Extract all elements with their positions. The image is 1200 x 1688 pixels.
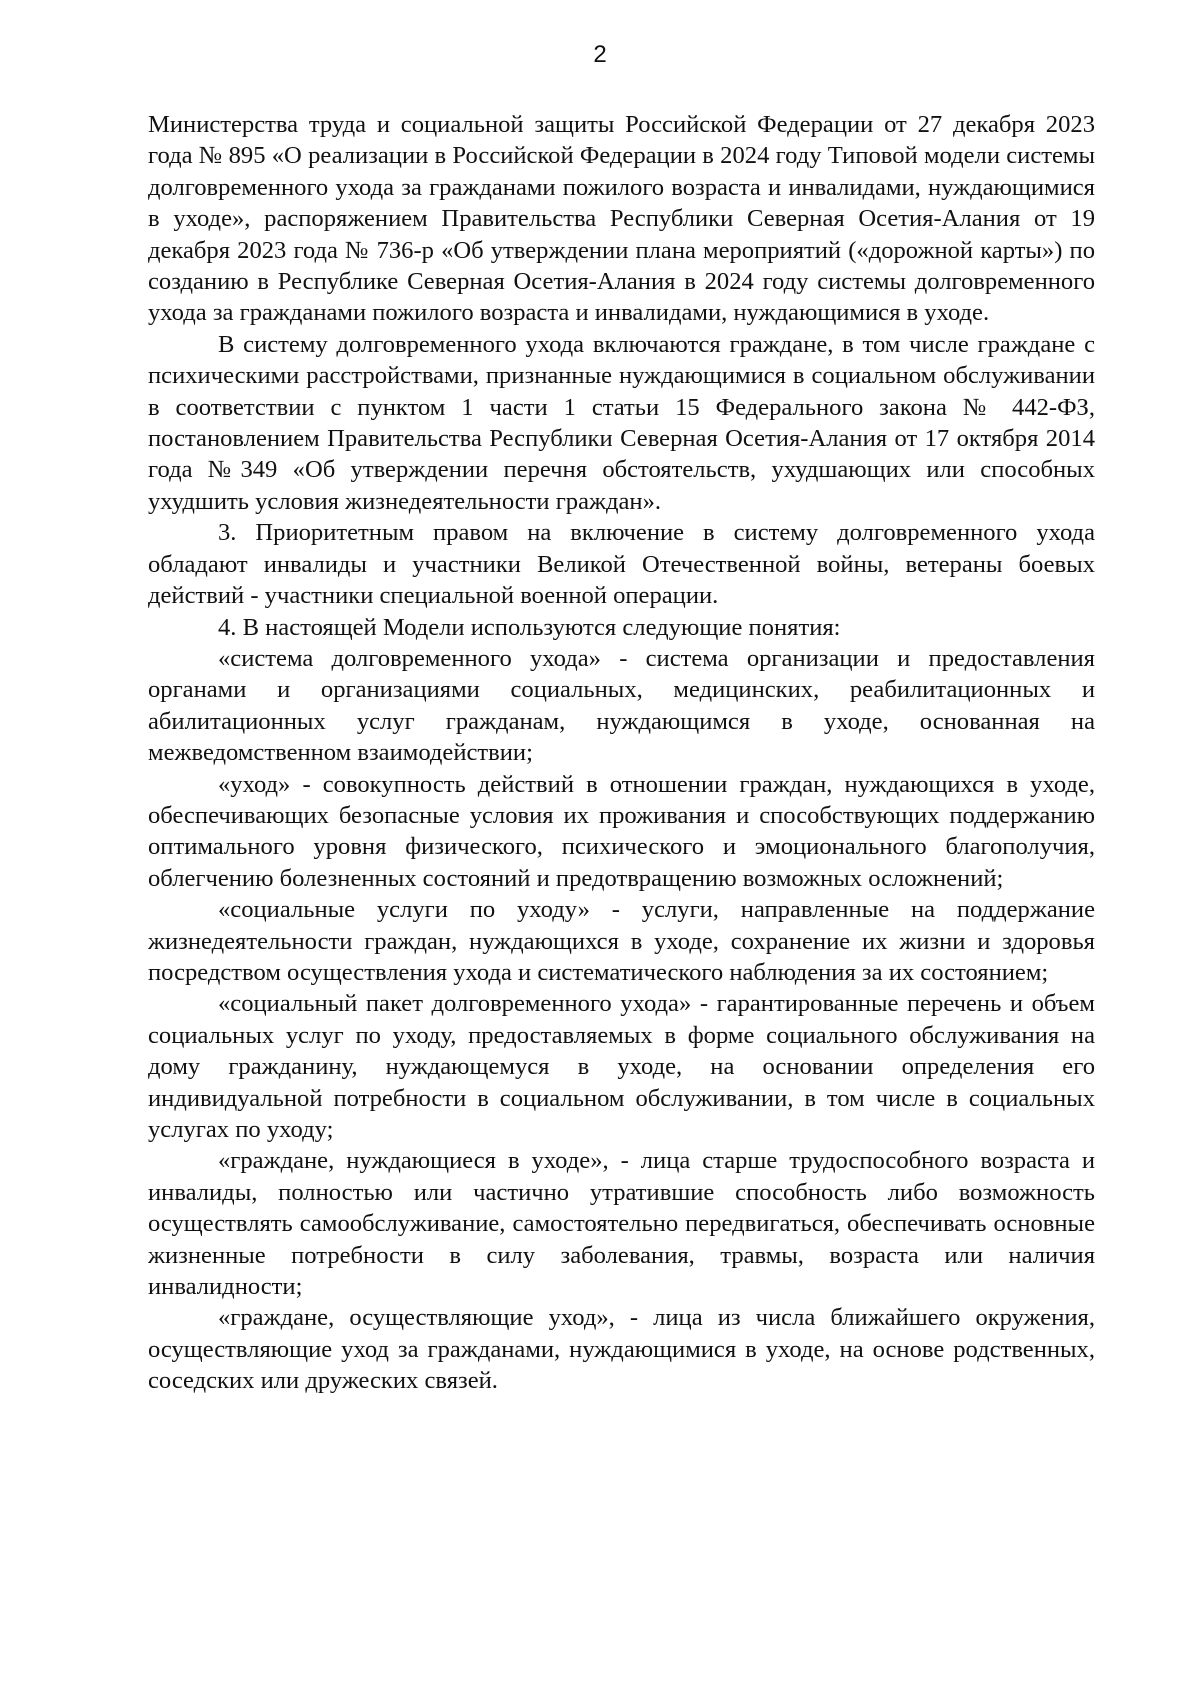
paragraph-item-3-priority-right: 3. Приоритетным правом на включение в систему долговременного ухода обладают инвалиды и участники Великой Отечественной войны, ветераны боевых действий - участники специальной военной операции. — [148, 519, 1095, 610]
definition-social-care-package: «социальный пакет долговременного ухода» - гарантированные перечень и объем социальных услуг по уходу, предоставляемых в форме социального обслуживания на дому гражданину, нуждающемуся в уходе, на основании определения его индивидуальной потребности в социальном обслуживании, в том числе в социальных услугах по уходу; — [148, 990, 1095, 1143]
page-number: 2 — [593, 41, 607, 68]
definition-citizens-in-need-of-care: «граждане, нуждающиеся в уходе», - лица старше трудоспособного возраста и инвалиды, полностью или частично утратившие способность либо возможность осуществлять самообслуживание, самостоятельно передвигаться, обеспечивать основные жизненные потребности в силу заболевания, травмы, возраста или наличия инвалидности; — [148, 1147, 1095, 1301]
definition-social-care-services: «социальные услуги по уходу» - услуги, направленные на поддержание жизнедеятельности граждан, нуждающихся в уходе, сохранение их жизни и здоровья посредством осуществления ухода и систематического наблюдения за их состоянием; — [148, 896, 1095, 986]
paragraph-item-4-definitions-intro: 4. В настоящей Модели используются следующие понятия: — [218, 613, 841, 641]
definition-care: «уход» - совокупность действий в отношении граждан, нуждающихся в уходе, обеспечивающих безопасные условия их проживания и способствующих поддержанию оптимального уровня физического, психического и эмоционального благополучия, облегчению болезненных состояний и предотвращению возможных осложнений; — [148, 770, 1095, 892]
document-body — [148, 109, 1095, 1397]
paragraph-continuation: Министерства труда и социальной защиты Российской Федерации от 27 декабря 2023 года № 895 «О реализации в Российской Федерации в 2024 году Типовой модели системы долговременного ухода за гражданами пожилого возраста и инвалидами, нуждающимися в уходе», распоряжением Правительства Республики Северная Осетия-Алания от 19 декабря 2023 года № 736-р «Об утверждении плана мероприятий («дорожной карты») по созданию в Республике Северная Осетия-Алания в 2024 году системы долговременного ухода за гражданами пожилого возраста и инвалидами, нуждающимися в уходе. — [148, 111, 1095, 327]
definition-caregivers: «граждане, осуществляющие уход», - лица из числа ближайшего окружения, осуществляющие уход за гражданами, нуждающимися в уходе, на основе родственных, соседских или дружеских связей. — [148, 1304, 1095, 1395]
definition-ltc-system: «система долговременного ухода» - система организации и предоставления органами и организациями социальных, медицинских, реабилитационных и абилитационных услуг гражданам, нуждающимся в уходе, основанная на межведомственном взаимодействии; — [148, 644, 1095, 767]
paragraph-ltc-inclusion: В систему долговременного ухода включаются граждане, в том числе граждане с психическими расстройствами, признанные нуждающимися в социальном обслуживании в соответствии с пунктом 1 части 1 статьи 15 Федерального закона № 442-ФЗ, постановлением Правительства Республики Северная Осетия-Алания от 17 октября 2014 года №349 «Об утверждении перечня обстоятельств, ухудшающих или способных ухудшить условия жизнедеятельности граждан». — [148, 330, 1095, 515]
